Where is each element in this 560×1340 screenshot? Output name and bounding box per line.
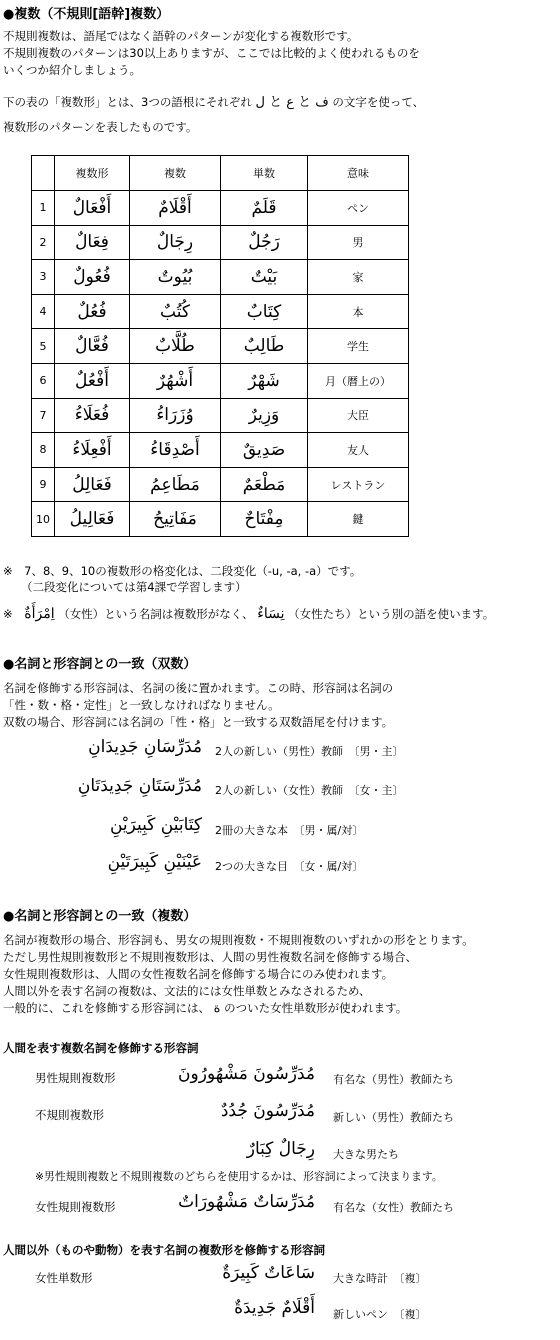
table-header-cell: 複数: [130, 156, 221, 191]
meaning-cell: 学生: [308, 329, 409, 364]
example-japanese: 大きな時計 〔複〕: [333, 1272, 427, 1285]
row-number: 7: [32, 398, 55, 433]
table-row: [32, 502, 409, 537]
singular-cell: مَطْعَمٌ: [221, 467, 308, 502]
text-segment: 下の表の「複数形」とは、3つの語根にそれぞれ: [3, 95, 252, 109]
meaning-cell: ペン: [308, 191, 409, 226]
pattern-cell: فَعَالِيلُ: [55, 502, 130, 537]
table-row: [32, 363, 409, 398]
example-arabic: مُدَرِّسَاتٌ مَشْهُورَاتٌ: [178, 1192, 315, 1212]
table-row: [32, 329, 409, 364]
singular-cell: بَيْتٌ: [221, 260, 308, 295]
singular-cell: قَلَمٌ: [221, 191, 308, 226]
paragraph-line: 不規則複数は、語尾ではなく語幹のパターンが変化する複数形です。: [3, 29, 359, 43]
paragraph-line: 複数形のパターンを表したものです。: [3, 120, 198, 134]
root-letters: ف と ع と ل: [255, 95, 329, 110]
example-japanese: 新しい（男性）教師たち: [333, 1111, 454, 1124]
subheading-nonhuman: 人間以外（ものや動物）を表す名詞の複数形を修飾する形容詞: [3, 1243, 325, 1257]
meaning-cell: 月（暦上の）: [308, 363, 409, 398]
paragraph-line: 名詞が複数形の場合、形容詞も、男女の規則複数・不規則複数のいずれかの形をとります。: [3, 933, 474, 947]
section-title-dual-agreement: ●名詞と形容詞との一致（双数）: [3, 657, 197, 672]
table-row: [32, 467, 409, 502]
pattern-cell: فِعَالٌ: [55, 225, 130, 260]
meaning-cell: 友人: [308, 433, 409, 468]
example-arabic: أَقْلَامٌ جَدِيدَةٌ: [234, 1298, 315, 1318]
row-number: 3: [32, 260, 55, 295]
singular-cell: شَهْرٌ: [221, 363, 308, 398]
text-segment: の文字を使って、: [332, 95, 425, 109]
table-row: [32, 260, 409, 295]
category-label: 女性単数形: [35, 1271, 93, 1285]
paragraph-line: 人間以外を表す名詞の複数は、文法的には女性単数とみなされるため、: [3, 984, 371, 998]
note-diptote-sub: （二段変化については第4課で学習します）: [21, 580, 247, 594]
pattern-cell: فَعَالِلُ: [55, 467, 130, 502]
example-japanese: 2つの大きな目 〔女・属/対〕: [215, 860, 364, 873]
plural-cell: رِجَالٌ: [130, 225, 221, 260]
text-segment: （女性たち）という別の語を使います。: [288, 607, 495, 621]
paragraph-line: [3, 94, 424, 112]
table-header-row: [32, 156, 409, 191]
plural-cell: أَصْدِقَاءُ: [130, 433, 221, 468]
text-segment: （女性）という名詞は複数形がなく、: [58, 607, 254, 621]
row-number: 10: [32, 502, 55, 537]
paragraph-line: 名詞を修飾する形容詞は、名詞の後に置かれます。この時、形容詞は名詞の: [3, 681, 394, 695]
plural-cell: بُيُوتٌ: [130, 260, 221, 295]
plural-cell: أَشْهُرٌ: [130, 363, 221, 398]
paragraph-line: 女性規則複数形は、人間の女性複数名詞を修飾する場合にのみ使われます。: [3, 967, 394, 981]
text-segment: 一般的に、これを修飾する形容詞には、: [3, 1001, 210, 1015]
plural-cell: وُزَرَاءُ: [130, 398, 221, 433]
meaning-cell: 鍵: [308, 502, 409, 537]
meaning-cell: 大臣: [308, 398, 409, 433]
plural-pattern-table: [31, 155, 409, 537]
example-arabic: كِتَابَيْنِ كَبِيرَيْنِ: [109, 815, 202, 835]
example-arabic: مُدَرِّسَتَانِ جَدِيدَتَانِ: [77, 776, 202, 796]
paragraph-line: いくつか紹介しましょう。: [3, 63, 141, 77]
note-diptote: ※ 7、8、9、10の複数形の格変化は、二段変化（-u, -a, -a）です。: [3, 564, 362, 578]
example-japanese: 2人の新しい（女性）教師 〔女・主〕: [215, 784, 404, 797]
pattern-cell: فُعَلَاءُ: [55, 398, 130, 433]
paragraph-line: 双数の場合、形容詞には名詞の「性・格」と一致する双数語尾を付けます。: [3, 715, 394, 729]
table-row: [32, 398, 409, 433]
plural-cell: أَقْلَامٌ: [130, 191, 221, 226]
pattern-cell: فُعُلٌ: [55, 294, 130, 329]
pattern-cell: فُعَّالٌ: [55, 329, 130, 364]
category-label: 女性規則複数形: [35, 1200, 116, 1214]
singular-cell: مِفْتَاحٌ: [221, 502, 308, 537]
plural-cell: طُلَّابٌ: [130, 329, 221, 364]
note-mark: ※: [3, 607, 13, 621]
example-arabic: مُدَرِّسُونَ جُدُدٌ: [220, 1101, 315, 1121]
plural-cell: مَفَاتِيحُ: [130, 502, 221, 537]
pattern-cell: أَفْعَالٌ: [55, 191, 130, 226]
table-row: [32, 191, 409, 226]
meaning-cell: 家: [308, 260, 409, 295]
pattern-cell: أَفْعِلَاءُ: [55, 433, 130, 468]
subheading-human: 人間を表す複数名詞を修飾する形容詞: [3, 1041, 199, 1055]
meaning-cell: 本: [308, 294, 409, 329]
singular-cell: وَزِيرٌ: [221, 398, 308, 433]
singular-cell: صَدِيقٌ: [221, 433, 308, 468]
plural-cell: مَطَاعِمُ: [130, 467, 221, 502]
table-header-cell: 複数形: [55, 156, 130, 191]
paragraph-line: 不規則複数のパターンは30以上ありますが、ここでは比較的よく使われるものを: [3, 46, 420, 60]
table-row: [32, 433, 409, 468]
paragraph-line: [3, 1000, 407, 1018]
arabic-word: نِسَاءٌ: [257, 606, 285, 622]
paragraph-line: 「性・数・格・定性」と一致しなければなりません。: [3, 698, 280, 712]
section-title-irregular-plural: ●複数（不規則[語幹]複数）: [3, 7, 170, 22]
text-segment: のついた女性単数形が使われます。: [224, 1001, 408, 1015]
section-title-plural-agreement: ●名詞と形容詞との一致（複数）: [3, 909, 197, 924]
table-body: [32, 191, 409, 537]
note-woman: [3, 606, 494, 622]
example-arabic: سَاعَاتٌ كَبِيرَةٌ: [222, 1263, 315, 1283]
table-header-cell: 単数: [221, 156, 308, 191]
note-adjective-choice: ※男性規則複数と不規則複数のどちらを使用するかは、形容詞によって決まります。: [35, 1170, 443, 1183]
table-header-cell: [32, 156, 55, 191]
category-label: 不規則複数形: [35, 1108, 104, 1122]
table-header-cell: 意味: [308, 156, 409, 191]
pattern-cell: أَفْعُلٌ: [55, 363, 130, 398]
row-number: 9: [32, 467, 55, 502]
example-arabic: مُدَرِّسُونَ مَشْهُورُونَ: [178, 1064, 315, 1084]
meaning-cell: レストラン: [308, 467, 409, 502]
plural-cell: كُتُبٌ: [130, 294, 221, 329]
example-japanese: 有名な（女性）教師たち: [333, 1201, 454, 1214]
arabic-word: اِمْرَأَةٌ: [24, 606, 55, 622]
row-number: 1: [32, 191, 55, 226]
table-row: [32, 294, 409, 329]
taa-marbuta: ة: [213, 1001, 221, 1016]
paragraph-line: ただし男性規則複数形と不規則複数形は、人間の男性複数名詞を修飾する場合、: [3, 950, 417, 964]
meaning-cell: 男: [308, 225, 409, 260]
category-label: 男性規則複数形: [35, 1071, 116, 1085]
example-arabic: رِجَالٌ كِبَارٌ: [246, 1139, 315, 1159]
example-japanese: 有名な（男性）教師たち: [333, 1073, 454, 1086]
singular-cell: رَجُلٌ: [221, 225, 308, 260]
row-number: 4: [32, 294, 55, 329]
example-arabic: عَيْنَيْنِ كَبِيرَتَيْنِ: [107, 852, 202, 872]
singular-cell: كِتَابٌ: [221, 294, 308, 329]
row-number: 8: [32, 433, 55, 468]
row-number: 6: [32, 363, 55, 398]
row-number: 2: [32, 225, 55, 260]
example-japanese: 2冊の大きな本 〔男・属/対〕: [215, 824, 364, 837]
example-japanese: 2人の新しい（男性）教師 〔男・主〕: [215, 745, 404, 758]
singular-cell: طَالِبٌ: [221, 329, 308, 364]
example-arabic: مُدَرِّسَانِ جَدِيدَانِ: [88, 737, 202, 757]
example-japanese: 大きな男たち: [333, 1148, 399, 1161]
table-row: [32, 225, 409, 260]
row-number: 5: [32, 329, 55, 364]
pattern-cell: فُعُولٌ: [55, 260, 130, 295]
example-japanese: 新しいペン 〔複〕: [333, 1308, 427, 1321]
